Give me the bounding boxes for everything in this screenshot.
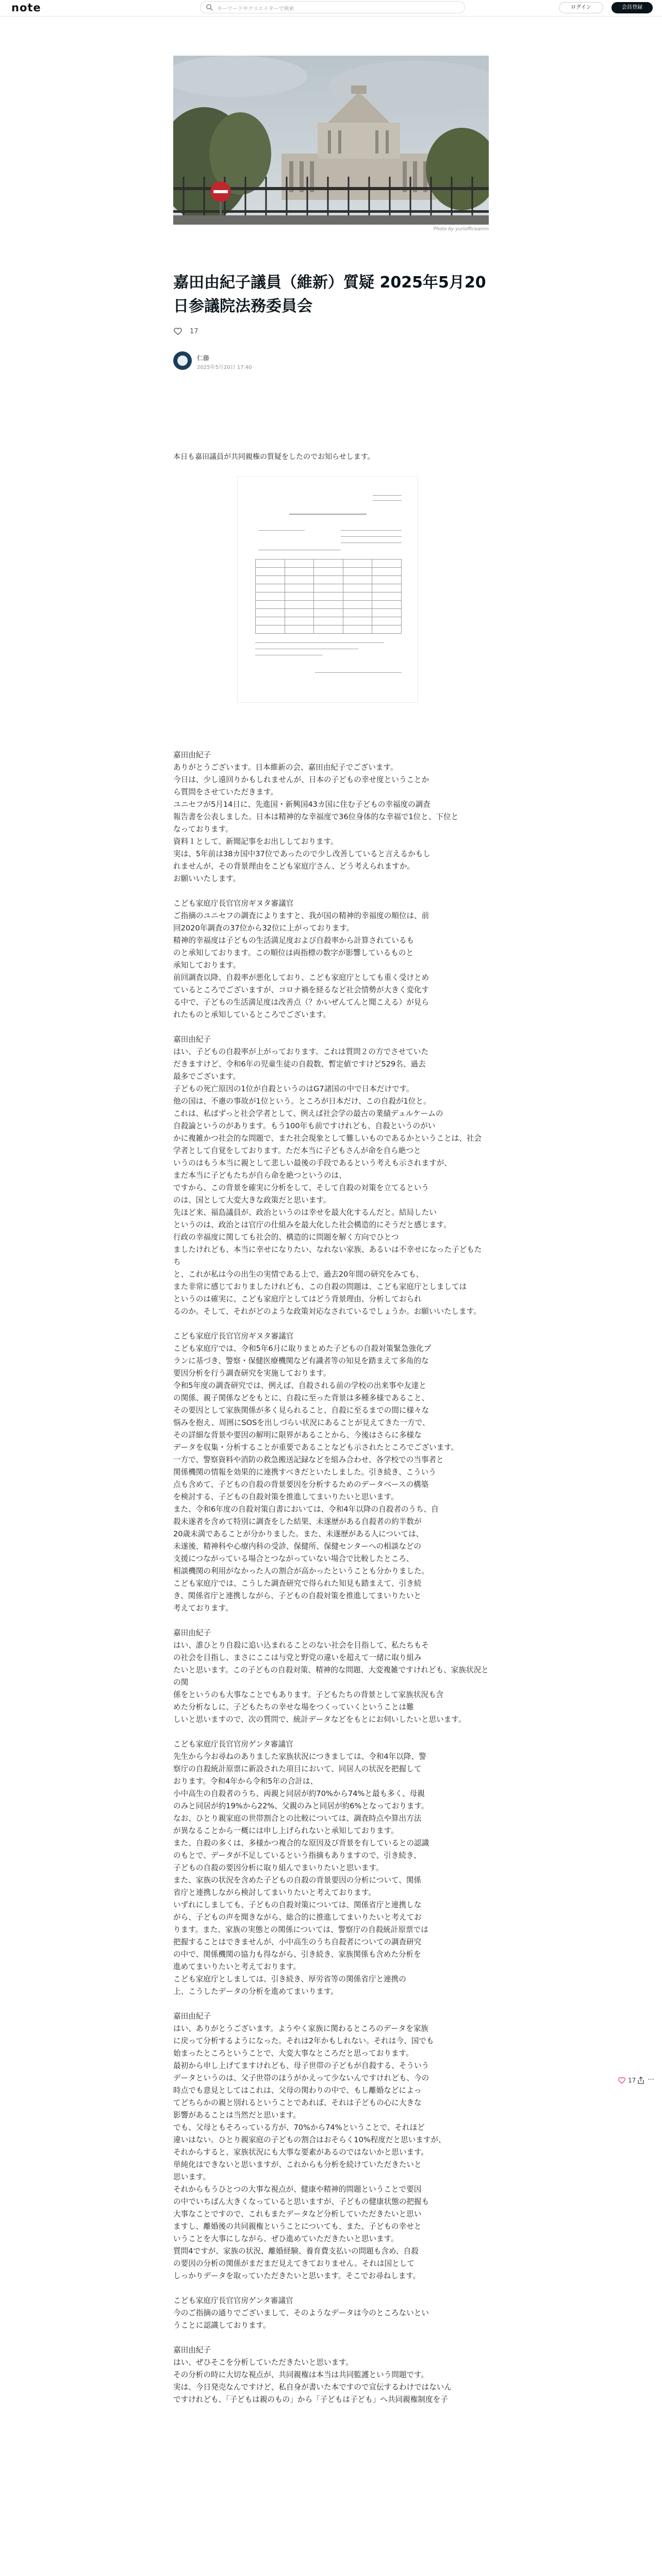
article-title: 嘉田由紀子議員（維新）質疑 2025年5月20日参議院法務委員会 [173, 274, 486, 315]
speaker-name: こども家庭庁長官官房ゲンタ審議官 [173, 2296, 293, 2305]
body-line: でも、父母ともそろっている方が、70%から74%ということで、それほど [173, 2123, 425, 2132]
body-line: を検討する、子どもの自殺対策を推進してまいりたいと思います。 [173, 1493, 399, 1501]
body-line: 単純化はできないと思いますが、これからも分析を続けていただきたいと [173, 2160, 422, 2169]
body-line: だきますけど、令和6年の児童生徒の自殺数、暫定値ですけど529名、過去 [173, 1060, 426, 1069]
body-paragraph [173, 897, 489, 1021]
body-line: 小中高生の自殺者のうち、両親と同居が約70%から74%と最も多く、母親 [173, 1789, 425, 1798]
signup-button[interactable]: 会員登録 [611, 2, 653, 13]
speaker-name: こども家庭庁長官官房ギヌタ審議官 [173, 899, 294, 908]
body-line: 相談機関の利用がなかった人の割合が高かったということも分かりました。 [173, 1567, 429, 1575]
floating-like-count: 17 [628, 2077, 636, 2084]
body-line: 実は、今日発売なんですけど、私自身が書いた本ですので宣伝するわけではないん [173, 2383, 452, 2392]
speaker-name: 嘉田由紀子 [173, 1629, 211, 1637]
note-logo[interactable]: note [11, 2, 41, 14]
body-line: れませんが、その背景理由をこども家庭庁さん、どう考えられますか。 [173, 862, 415, 871]
body-line: 令和5年度の調査研究では、例えば、自殺される前の学校の出来事や友達と [173, 1381, 426, 1390]
body-line: の中でいちばん大きくなっていると思いますが、子どもの健康状態の把握も [173, 2197, 429, 2206]
body-line: それからもうひとつの大事な視点が、健康や精神的問題ということで要因 [173, 2185, 422, 2194]
body-paragraph [173, 749, 489, 885]
body-line: はい、ぜひそこを分析していただきたいと思います。 [173, 2358, 354, 2367]
body-line: かに複雑かつ社会的な問題で、また社会現象として難しいものであるかということは、社会 [173, 1134, 482, 1143]
body-line: 影響があることは当然だと思います。 [173, 2111, 301, 2120]
body-line: 点も含めて、子どもの自殺の背景要因を分析するためのデータベースの構築 [173, 1480, 429, 1489]
body-line: の社会を目指し、まさにここは与党と野党の違いを超えて一緒に取り組み [173, 1653, 422, 1662]
body-line: 思います。 [173, 2173, 210, 2181]
body-line: 始まったところということで、大変大事なところだと思っております。 [173, 2049, 413, 2058]
author-block[interactable] [173, 351, 379, 372]
body-line: き、関係省庁と連携しながら、子どもの自殺対策を推進してまいりたいと [173, 1591, 422, 1600]
publish-date: 2025年5月20日 17:40 [197, 365, 252, 370]
body-line: 考えております。 [173, 1604, 233, 1613]
body-line: 実は、5年前は38カ国中37位であったので少し改善していると言えるかもし [173, 850, 431, 858]
body-paragraph [173, 2295, 489, 2332]
body-line: のと承知しております。この順位は両指標の数字が影響しているものと [173, 948, 413, 957]
body-line: の要因の分析の関係がまだまだ見えてきておりません。それは国として [173, 2259, 415, 2268]
body-line: 報告書を公表しました。日本は精神的な幸福度で36位身体的な幸福で1位と、下位と [173, 812, 459, 821]
hero-image [173, 56, 489, 225]
speaker-name: こども家庭庁長官官房ゲンタ審議官 [173, 1740, 293, 1749]
body-line: お願いいたします。 [173, 874, 241, 883]
body-line: 違いはない。ひとり親家庭の子どもの割合はおそらく10%程度だと思いますが、 [173, 2136, 446, 2144]
body-line: と、これが私は今の出生の実情である上で、過去20年間の研究をみても、 [173, 1270, 424, 1279]
body-line: 係をというのも大事なことでもあります。子どもたちの背景として家族状況も含 [173, 1690, 444, 1699]
body-line: ユニセフが5月14日に、先進国・新興国43カ国に住む子どもの幸福度の調査 [173, 800, 431, 809]
body-line: いうのはもう本当に親として悲しい最後の手段であるという考えも示されますが、 [173, 1159, 452, 1167]
body-line: その分析の時に大切な視点が、共同親権は本当は共同監護という問題です。 [173, 2370, 429, 2379]
body-line: まだ本当に子どもたちが自ら命を絶つというのは、 [173, 1171, 346, 1180]
body-line: なお、ひとり親家庭の世帯割合との比較については、調査時点や算出方法 [173, 1814, 422, 1823]
body-line: おります。令和4年から令和5年の合計は、 [173, 1777, 318, 1786]
body-line: 回2020年調査の37位から32位に上がっております。 [173, 924, 354, 933]
speaker-name: 嘉田由紀子 [173, 751, 211, 759]
search-icon [206, 4, 213, 11]
body-line: 今のご指摘の通りでございまして、そのようなデータは今のところないとい [173, 2309, 429, 2317]
body-line: ですから、この背景を確実に分析をして、そして自殺の対策を立てるという [173, 1183, 429, 1192]
body-line: ているところでございますが、コロナ禍を経るなど社会情勢が大きく変化す [173, 986, 429, 994]
body-line: の中で、関係機関の協力も得ながら、引き続き、家族関係も含めた分析を [173, 1950, 421, 1959]
body-line: なっております。 [173, 825, 233, 834]
body-line: ありがとうございます。日本維新の会、嘉田由紀子でございます。 [173, 763, 398, 772]
body-line: たいと思います。この子どもの自殺対策、精神的な問題、大変複雑ですけれども、家族状況との関 [173, 1666, 489, 1687]
like-heart-icon[interactable] [618, 2076, 626, 2084]
body-paragraph [173, 1330, 489, 1615]
body-line: 資料１として、新聞記事をお出ししております。 [173, 837, 338, 846]
body-line: 20歳未満であることが分かりました。また、未遂歴がある人については、 [173, 1530, 424, 1538]
body-line: いうことを大事にしながら、ぜひ進めていただきたいと思います。 [173, 2234, 399, 2243]
body-line: また、自殺の多くは、多様かつ複合的な原因及び背景を有しているとの認識 [173, 1839, 429, 1848]
body-line: ですけれども、「子どもは親のもの」から「子どもは子ども」へ共同親権制度を子 [173, 2395, 448, 2404]
body-line: 進めてまいりたいと考えております。 [173, 1962, 301, 1971]
body-line: 今日は、少し遠回りかもしれませんが、日本の子どもの幸せ度ということか [173, 775, 429, 784]
search-input[interactable] [200, 1, 465, 13]
body-paragraph [173, 2010, 489, 2282]
body-line: 学者として自覚をしております。ただ本当に子どもさんが命を自ら絶つと [173, 1146, 421, 1155]
body-line: る中で、子どもの生活満足度は改善点（？かいぜんてんと聞こえる）が見ら [173, 998, 429, 1007]
body-line: のみと同居が約19%から22%、父親のみと同居が約6%となっております。 [173, 1802, 429, 1810]
document-image [237, 476, 418, 703]
body-line: 子どもの自殺の要因分析に取り組んでまいりたいと思います。 [173, 1863, 384, 1872]
speaker-name: こども家庭庁長官官房ギヌタ審議官 [173, 1332, 294, 1341]
more-icon[interactable]: ⋯ [648, 2076, 654, 2083]
body-line: それからすると、家族状況にも大事な要素があるのではないかと思います。 [173, 2148, 429, 2157]
body-line: その要因として家族関係が多く見られること、自殺に至るまでの間に様々な [173, 1406, 429, 1415]
body-line: ましたけれども、本当に幸せになりたい、なれない家族、あるいは不幸せになった子どもたち [173, 1245, 482, 1266]
body-line: ります。また、家族の実態との関係については、警察庁の自殺統計原票では [173, 1925, 428, 1934]
body-line: また非常に感じておりましたけれども、この自殺の問題は、こども家庭庁としましては [173, 1282, 467, 1291]
body-line: 大事なことですので、これもまたデータなど分析していただきたいと思い [173, 2210, 422, 2218]
body-line: 未遂後、精神科や心療内科の受診、保健所、保健センターへの相談などの [173, 1542, 422, 1551]
like-count: 17 [190, 328, 198, 335]
body-paragraph [173, 1033, 489, 1318]
floating-action-bar [618, 2074, 654, 2088]
body-line: 省庁と連携しながら検討してまいりたいと考えております。 [173, 1888, 376, 1897]
speaker-name: 嘉田由紀子 [173, 2012, 211, 2021]
body-line: 子どもの死亡原因の1位が自殺というのはG7諸国の中で日本だけです。 [173, 1084, 414, 1093]
avatar[interactable] [173, 351, 192, 370]
body-line: はい、誰ひとり自殺に追い込まれることのない社会を目指して、私たちもそ [173, 1641, 429, 1650]
body-line: うことに認識しております。 [173, 2321, 271, 2330]
body-line: しっかりデータを取っていただきたいと思います。そこでお尋ねします。 [173, 2272, 421, 2280]
body-line: ますし、離婚後の共同親権ということについても、また、子どもの幸せと [173, 2222, 422, 2231]
body-line: というのは、政治とは官庁の仕組みを最大化した社会構造的にそうだと感じます。 [173, 1221, 451, 1229]
article-body [173, 749, 489, 2418]
author-name[interactable]: 仁藤 [197, 354, 210, 362]
body-line: これは、私ばずっと社会学者として、例えば社会学の最古の業績デュルケームの [173, 1109, 443, 1118]
body-line: ご指摘のユニセフの調査によりますと、我が国の精神的幸福度の順位は、前 [173, 911, 429, 920]
body-line: のは、国として大変大きな政策だと思います。 [173, 1196, 331, 1205]
login-button[interactable]: ログイン [559, 2, 603, 13]
body-line: 他の国は、不慮の事故が1位という。ところが日本だけ、この自殺が1位と。 [173, 1097, 431, 1106]
speaker-name: 嘉田由紀子 [173, 2346, 211, 2354]
body-line: はい、ありがとうございます。ようやく家族に関わるところのデータを家族 [173, 2024, 429, 2033]
body-line: の関係、親子関係などをもとに、自殺に至った背景は多種多様であること、 [173, 1394, 429, 1402]
body-line: がら、子どもの声を聞きながら、総合的に推進してまいりたいと考えてお [173, 1913, 422, 1922]
body-paragraph [173, 1627, 489, 1726]
body-line: てどちらかの親と別れるということであれば、それは子どもの心に大きな [173, 2098, 422, 2107]
search-placeholder: キーワードやクリエイターで検索 [217, 6, 294, 12]
body-line: るのか。そして、それがどのような政策対応なされているでしょうか。お願いいたします。 [173, 1307, 481, 1316]
body-line: 承知しております。 [173, 961, 241, 970]
body-line: いずれにしましても、子どもの自殺対策については、関係省庁と連携しな [173, 1901, 422, 1909]
article-intro: 本日も嘉田議員が共同親権の質疑をしたのでお知らせします。 [173, 453, 375, 461]
photo-credit: Photo by yuriofficeamin [433, 227, 489, 232]
body-line: データというのは、父子世帯のほうがかえって少ないんですけれども、今の [173, 2074, 429, 2082]
body-line: 把握することはできませんが、小中高生のうち自殺者についての調査研究 [173, 1938, 422, 1946]
body-line: 先ほど来、福島議員が、政治というのは幸せを最大化するんだと。結局したい [173, 1208, 437, 1217]
body-line: 時点でも意見としてはこれは、父母の関わりの中で、もし離婚などによっ [173, 2086, 422, 2095]
body-line: に戻って分析するようになった。それは2年かもしれない。それは今、国でも [173, 2037, 434, 2045]
body-line: れたものと承知しているところでございます。 [173, 1010, 331, 1019]
body-line: 一方で、警察資料や消防の救急搬送記録などを組み合わせ、各学校での当事者と [173, 1455, 444, 1464]
body-paragraph [173, 1738, 489, 1998]
body-line: 上、こうしたデータの分析を進めてまいります。 [173, 1987, 338, 1996]
body-line: が異なることから一概には申し上げられないと承知しております。 [173, 1826, 399, 1835]
body-line: 質問4ですが、家族の状況、離婚経験、養育費支払いの問題も含め、自殺 [173, 2247, 419, 2256]
body-line: というのは確実に、こども家庭庁としてはどう背景理由、分析しておられ [173, 1295, 422, 1303]
body-line: 最多でございます。 [173, 1072, 241, 1081]
body-line: ら質問をさせていただきます。 [173, 788, 278, 796]
site-header [0, 0, 662, 16]
body-line: 要因分析を行う調査研究を実施しております。 [173, 1369, 331, 1378]
body-line: はい、子どもの自殺率が上がっております。これは質問２の方でさせていた [173, 1047, 429, 1056]
body-line: また、家族の状況を含めた子どもの自殺の背景要因の分析について、関係 [173, 1876, 422, 1885]
body-line: 殺未遂者を含めて特別に調査をした結果、未遂歴がある自殺者の約半数が [173, 1517, 422, 1526]
body-line: 行政の幸福度に関しても社会的、構造的に問題を解く方向でひとつ [173, 1233, 399, 1242]
body-line: また、令和6年度の自殺対策白書においては、令和4年以降の自殺者のうち、自 [173, 1505, 439, 1514]
body-line: 支援につながっている場合とつながっていない場合で比較したところ、 [173, 1554, 414, 1563]
body-line: その詳細な背景や要因の解明に限界があることから、今後はさらに多様な [173, 1431, 422, 1439]
body-line: 精神的幸福度は子どもの生活満足度および自殺率から計算されているも [173, 936, 415, 945]
body-line: 先生から今お尋ねのありました家族状況につきましては、令和4年以降、警 [173, 1752, 426, 1761]
body-line: 前回調査以降、自殺率が悪化しており、こども家庭庁としても重く受けとめ [173, 973, 429, 982]
body-line: 最初から申し上げてますけれども、母子世帯の子どもが自殺する、そういう [173, 2061, 429, 2070]
body-line: データを収集・分析することが重要であることなども示されたところでございます。 [173, 1443, 459, 1452]
body-line: こども家庭庁では、こうした調査研究で得られた知見も踏まえて、引き続 [173, 1579, 422, 1588]
heart-icon[interactable] [173, 327, 183, 336]
body-line: 察庁の自殺統計原票に新設された項目において、同居人の状況を把握して [173, 1765, 422, 1773]
body-line: ランに基づき、警察・保健医療機関など有識者等の知見を踏まえて多角的な [173, 1357, 429, 1365]
speaker-name: 嘉田由紀子 [173, 1035, 211, 1044]
body-line: めた分析なしに、子どもたちの幸せな場をつくっていくということは難 [173, 1703, 414, 1711]
body-line: 関係機関の情報を効果的に連携すべきだといたしました。引き続き、こういう [173, 1468, 436, 1477]
body-paragraph [173, 2344, 489, 2406]
body-line: 悩みを抱え、周囲にSOSを出しづらい状況にあることが見えてきた一方で、 [173, 1418, 430, 1427]
document-table [255, 559, 402, 634]
share-icon[interactable] [637, 2076, 644, 2084]
body-line: こども家庭庁では、令和5年6月に取りまとめた子どもの自殺対策緊急強化プ [173, 1344, 432, 1353]
body-line: こども家庭庁としましては、引き続き、厚労省等の関係省庁と連携の [173, 1975, 406, 1984]
body-line: のもとで、データが不足しているという指摘もありますので、引き続き、 [173, 1851, 421, 1860]
body-line: 自殺論というのがあります。もう100年も前ですけれども、自殺というのがい [173, 1122, 436, 1130]
body-line: しいと思いますので、次の質問で、統計データなどをもとにお伺いしたいと思います。 [173, 1715, 466, 1724]
